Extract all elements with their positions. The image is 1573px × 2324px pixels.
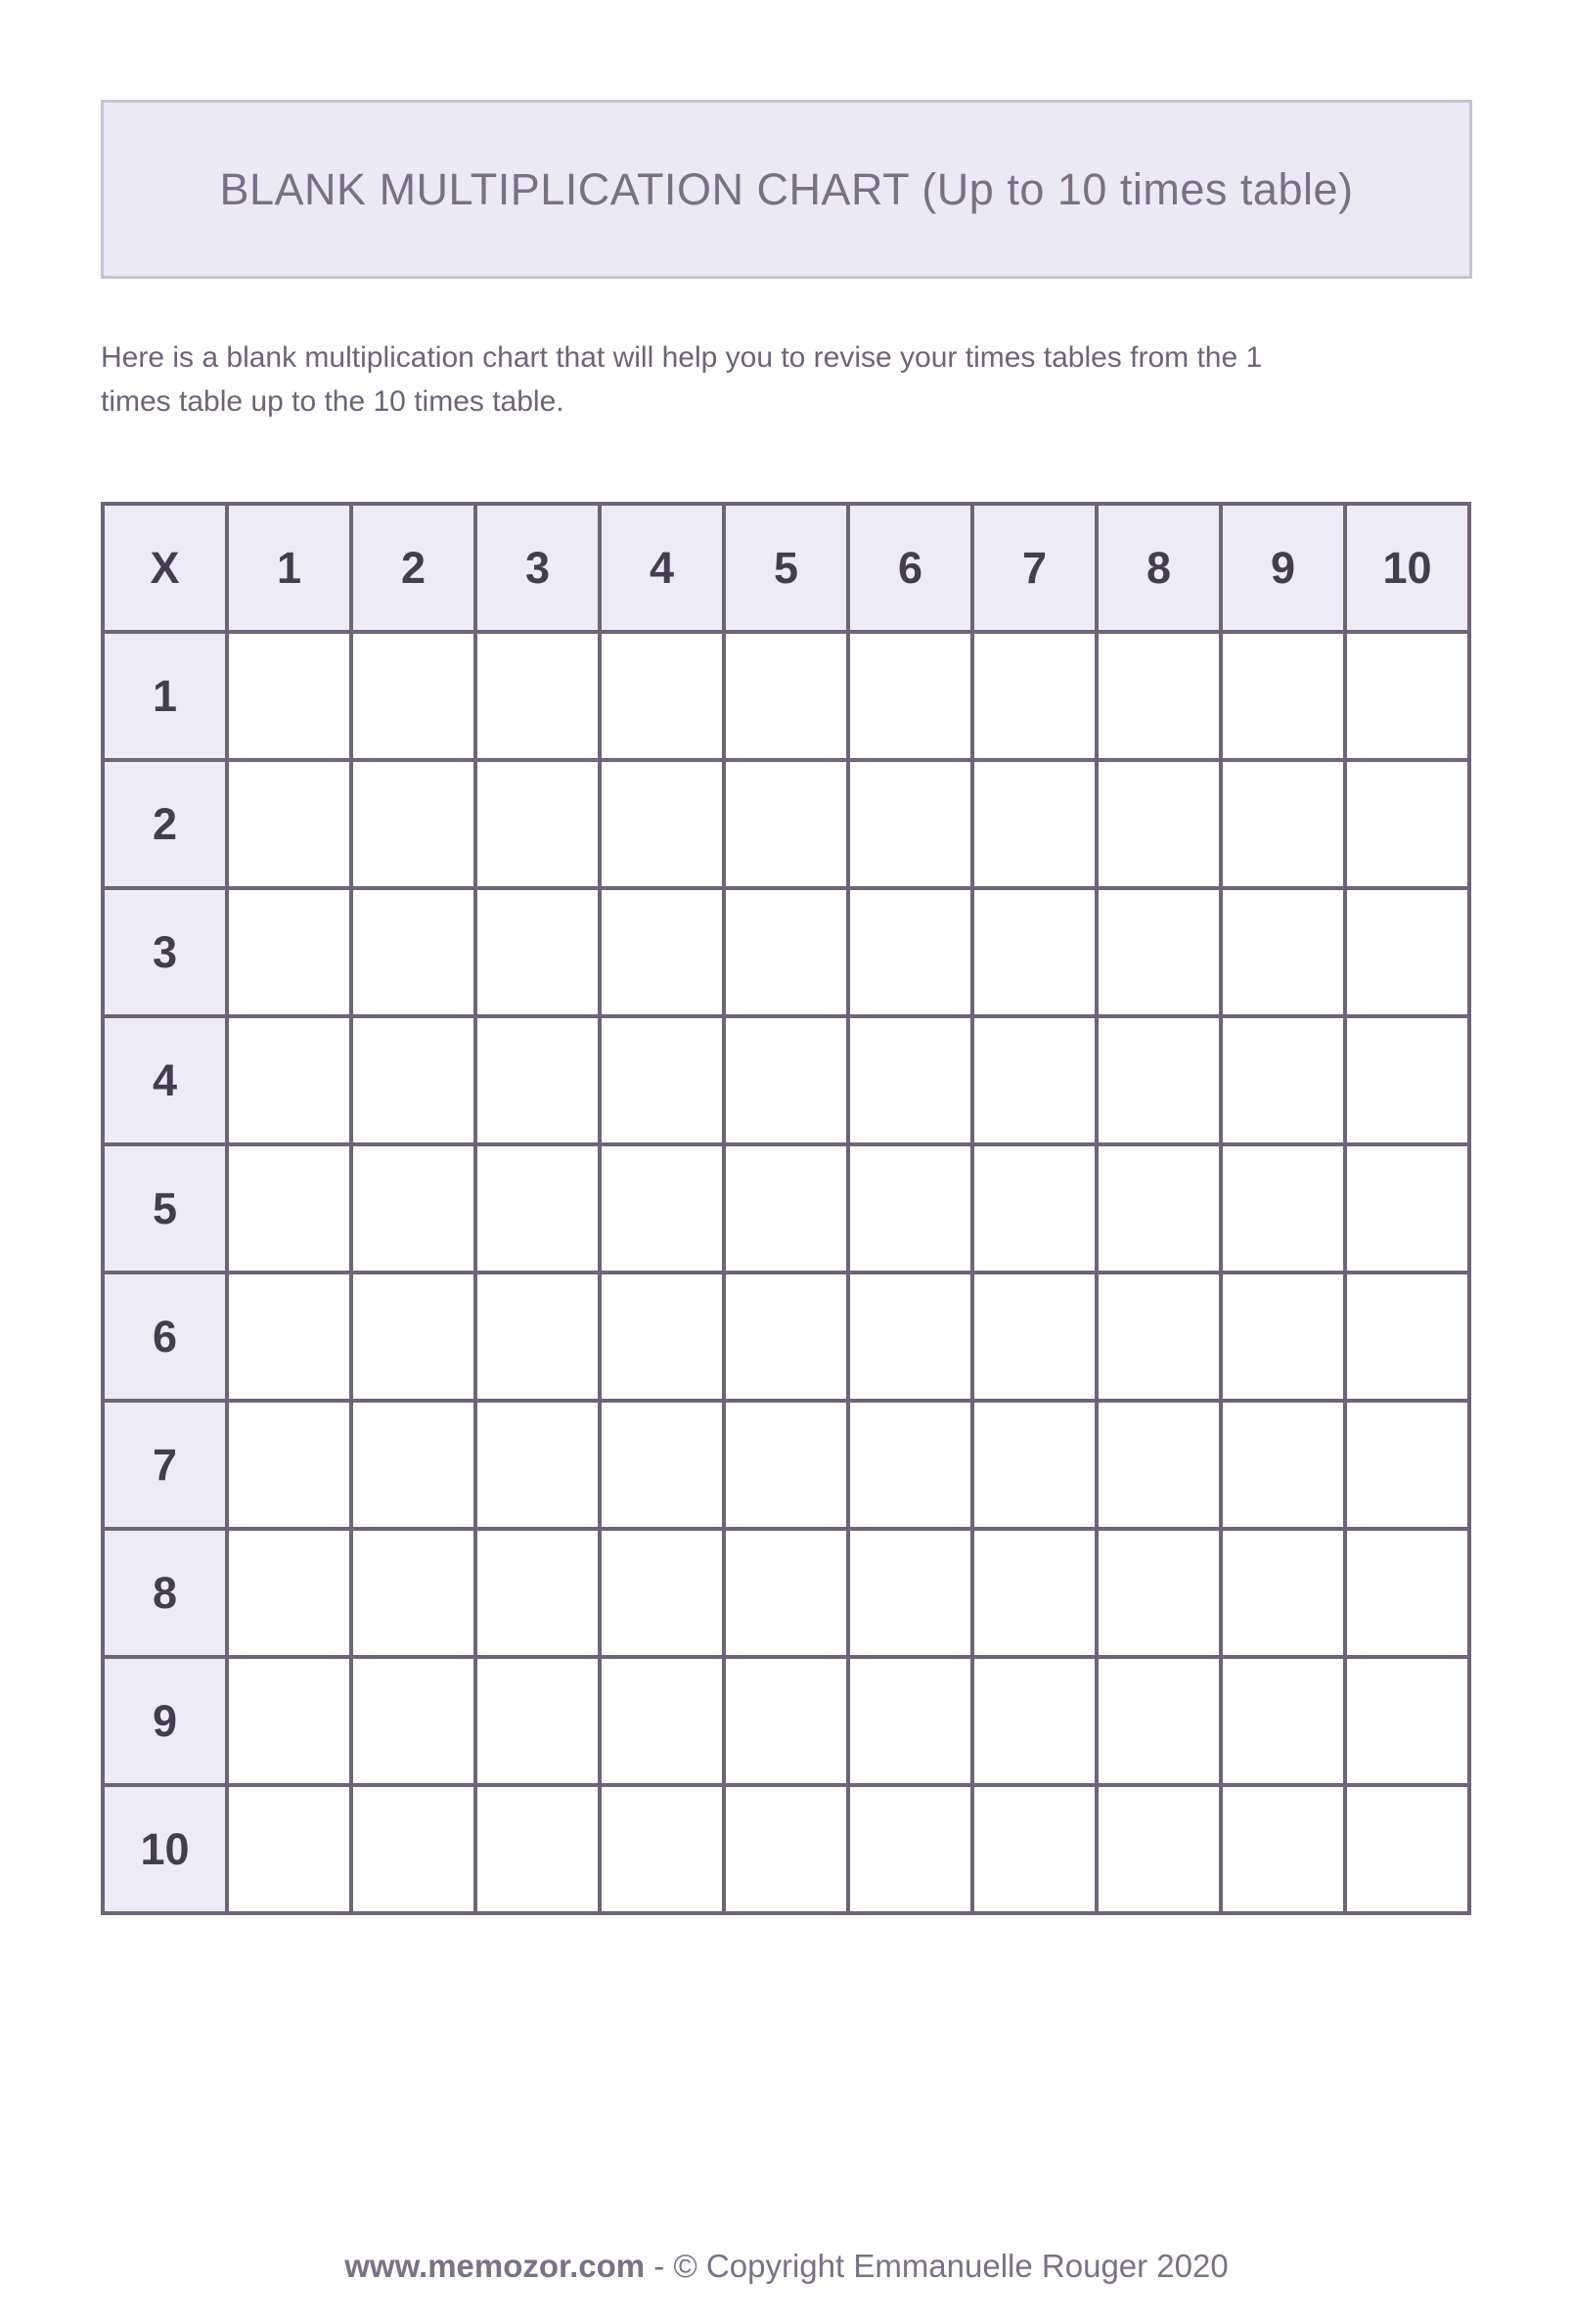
grid-cell-8x9 [1221,1529,1345,1657]
grid-cell-1x10 [1345,632,1469,760]
grid-cell-9x1 [227,1657,351,1785]
grid-cell-10x2 [351,1785,475,1913]
column-header-3: 3 [475,504,600,632]
grid-cell-4x2 [351,1016,475,1144]
grid-cell-10x1 [227,1785,351,1913]
grid-cell-6x9 [1221,1273,1345,1401]
grid-cell-5x7 [972,1144,1097,1273]
grid-cell-9x7 [972,1657,1097,1785]
grid-cell-7x9 [1221,1401,1345,1529]
grid-cell-3x2 [351,888,475,1016]
grid-cell-10x8 [1097,1785,1221,1913]
footer [0,2248,1573,2285]
table-row-10 [103,1785,1469,1913]
grid-cell-7x6 [848,1401,972,1529]
grid-cell-5x8 [1097,1144,1221,1273]
grid-cell-7x1 [227,1401,351,1529]
grid-cell-9x5 [724,1657,848,1785]
grid-cell-8x3 [475,1529,600,1657]
table-row-9 [103,1657,1469,1785]
table-row-8 [103,1529,1469,1657]
grid-cell-9x9 [1221,1657,1345,1785]
grid-cell-8x1 [227,1529,351,1657]
grid-cell-6x4 [600,1273,724,1401]
column-header-2: 2 [351,504,475,632]
grid-cell-1x3 [475,632,600,760]
footer-separator: - [645,2248,674,2284]
grid-cell-5x6 [848,1144,972,1273]
row-header-1: 1 [103,632,227,760]
row-header-7: 7 [103,1401,227,1529]
grid-cell-3x4 [600,888,724,1016]
grid-cell-7x5 [724,1401,848,1529]
grid-cell-1x9 [1221,632,1345,760]
grid-cell-1x7 [972,632,1097,760]
grid-cell-4x10 [1345,1016,1469,1144]
grid-cell-9x6 [848,1657,972,1785]
grid-cell-1x1 [227,632,351,760]
grid-cell-3x6 [848,888,972,1016]
intro-line-2: times table up to the 10 times table. [101,385,564,418]
grid-cell-2x6 [848,760,972,888]
row-header-6: 6 [103,1273,227,1401]
grid-cell-8x4 [600,1529,724,1657]
grid-cell-6x3 [475,1273,600,1401]
grid-cell-6x7 [972,1273,1097,1401]
table-row-3 [103,888,1469,1016]
grid-cell-6x8 [1097,1273,1221,1401]
grid-cell-5x10 [1345,1144,1469,1273]
grid-cell-10x4 [600,1785,724,1913]
grid-cell-5x9 [1221,1144,1345,1273]
row-header-4: 4 [103,1016,227,1144]
row-header-5: 5 [103,1144,227,1273]
column-header-10: 10 [1345,504,1469,632]
table-row-5 [103,1144,1469,1273]
site-name: www.memozor.com [344,2248,646,2284]
grid-cell-3x7 [972,888,1097,1016]
grid-cell-8x7 [972,1529,1097,1657]
grid-cell-9x2 [351,1657,475,1785]
table-row-7 [103,1401,1469,1529]
grid-cell-1x4 [600,632,724,760]
grid-cell-3x5 [724,888,848,1016]
grid-cell-2x5 [724,760,848,888]
grid-cell-10x7 [972,1785,1097,1913]
column-header-9: 9 [1221,504,1345,632]
grid-cell-4x6 [848,1016,972,1144]
grid-cell-3x8 [1097,888,1221,1016]
grid-cell-2x7 [972,760,1097,888]
grid-cell-9x8 [1097,1657,1221,1785]
row-header-8: 8 [103,1529,227,1657]
grid-cell-7x2 [351,1401,475,1529]
row-header-2: 2 [103,760,227,888]
table-row-2 [103,760,1469,888]
grid-cell-5x2 [351,1144,475,1273]
grid-cell-10x10 [1345,1785,1469,1913]
grid-cell-1x5 [724,632,848,760]
grid-cell-9x4 [600,1657,724,1785]
column-header-4: 4 [600,504,724,632]
grid-cell-6x5 [724,1273,848,1401]
grid-cell-7x8 [1097,1401,1221,1529]
grid-cell-10x9 [1221,1785,1345,1913]
grid-cell-1x2 [351,632,475,760]
grid-cell-5x5 [724,1144,848,1273]
column-header-8: 8 [1097,504,1221,632]
grid-cell-2x3 [475,760,600,888]
grid-cell-4x8 [1097,1016,1221,1144]
column-header-1: 1 [227,504,351,632]
grid-cell-8x5 [724,1529,848,1657]
table-row-1 [103,632,1469,760]
grid-cell-5x4 [600,1144,724,1273]
row-header-10: 10 [103,1785,227,1913]
grid-cell-3x10 [1345,888,1469,1016]
grid-cell-2x10 [1345,760,1469,888]
grid-cell-2x8 [1097,760,1221,888]
grid-cell-1x6 [848,632,972,760]
grid-cell-10x3 [475,1785,600,1913]
intro-line-1: Here is a blank multiplication chart that will help you to revise your times tables from the 1 [101,341,1263,374]
column-header-5: 5 [724,504,848,632]
grid-cell-6x1 [227,1273,351,1401]
grid-cell-7x4 [600,1401,724,1529]
grid-cell-1x8 [1097,632,1221,760]
grid-cell-7x10 [1345,1401,1469,1529]
grid-cell-6x10 [1345,1273,1469,1401]
grid-cell-9x10 [1345,1657,1469,1785]
grid-cell-8x6 [848,1529,972,1657]
row-header-9: 9 [103,1657,227,1785]
title-banner [101,100,1472,279]
grid-cell-2x9 [1221,760,1345,888]
page-title: BLANK MULTIPLICATION CHART (Up to 10 times table) [219,163,1354,214]
column-header-6: 6 [848,504,972,632]
grid-cell-9x3 [475,1657,600,1785]
grid-cell-2x4 [600,760,724,888]
column-header-7: 7 [972,504,1097,632]
table-body [103,632,1469,1913]
intro-paragraph [101,335,1472,424]
grid-cell-4x9 [1221,1016,1345,1144]
multiplication-table [101,502,1471,1915]
table-row-6 [103,1273,1469,1401]
grid-cell-4x3 [475,1016,600,1144]
grid-cell-7x3 [475,1401,600,1529]
grid-cell-4x7 [972,1016,1097,1144]
grid-cell-4x1 [227,1016,351,1144]
row-header-3: 3 [103,888,227,1016]
grid-cell-6x6 [848,1273,972,1401]
grid-cell-2x2 [351,760,475,888]
grid-cell-10x6 [848,1785,972,1913]
grid-cell-4x5 [724,1016,848,1144]
grid-cell-8x10 [1345,1529,1469,1657]
grid-cell-3x1 [227,888,351,1016]
grid-cell-7x7 [972,1401,1097,1529]
grid-cell-8x8 [1097,1529,1221,1657]
grid-cell-5x3 [475,1144,600,1273]
grid-cell-3x3 [475,888,600,1016]
grid-cell-5x1 [227,1144,351,1273]
grid-cell-3x9 [1221,888,1345,1016]
copyright-text: © Copyright Emmanuelle Rouger 2020 [673,2248,1229,2284]
grid-cell-10x5 [724,1785,848,1913]
table-row-4 [103,1016,1469,1144]
grid-cell-8x2 [351,1529,475,1657]
table-header-row [103,504,1469,632]
corner-cell: X [103,504,227,632]
grid-cell-4x4 [600,1016,724,1144]
grid-cell-6x2 [351,1273,475,1401]
grid-cell-2x1 [227,760,351,888]
